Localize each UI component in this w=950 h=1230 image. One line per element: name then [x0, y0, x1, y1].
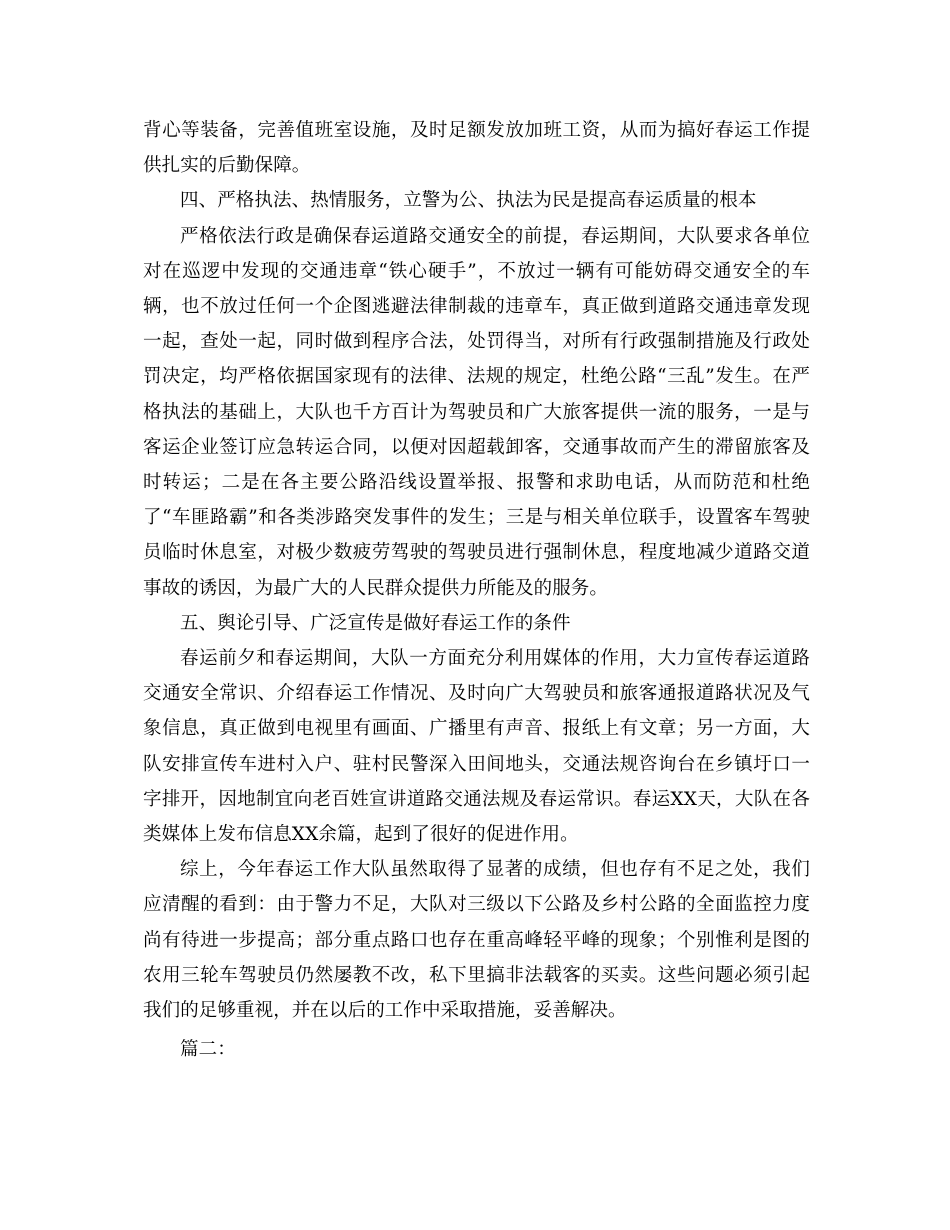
section-heading-5: 五、舆论引导、广泛宣传是做好春运工作的条件 — [180, 612, 571, 634]
part-two-heading: 篇二： — [180, 1039, 236, 1061]
paragraph-publicity: 春运前夕和春运期间，大队一方面充分利用媒体的作用，大力宣传春运道路交通安全常识、介绍春运工作情况、及时向广大驾驶员和旅客通报道路状况及气象信息，真正做到电视里有画面、广播里有声音、报纸上有文章；另一方面，大队安排宣传车进村入户、驻村民警深入田间地头，交通法规咨询台在乡镇圩口一字排开，因地制宜向老百姓宣讲道路交通法规及春运常识。春运XX天，大队在各类媒体上发布信息XX余篇，起到了很好的促进作用。 — [143, 648, 810, 846]
document-body — [143, 113, 810, 1067]
paragraph-summary: 综上，今年春运工作大队虽然取得了显著的成绩，但也存有不足之处，我们应清醒的看到：由于警力不足，大队对三级以下公路及乡村公路的全面监控力度尚有待进一步提高；部分重点路口也存在重高峰轻平峰的现象；个别惟利是图的农用三轮车驾驶员仍然屡教不改，私下里搞非法载客的买卖。这些问题必须引起我们的足够重视，并在以后的工作中采取措施，妥善解决。 — [143, 859, 810, 1022]
paragraph-continued: 背心等装备，完善值班室设施，及时足额发放加班工资，从而为搞好春运工作提供扎实的后勤保障。 — [143, 120, 810, 177]
section-heading-4: 四、严格执法、热情服务，立警为公、执法为民是提高春运质量的根本 — [180, 190, 757, 212]
paragraph-enforcement: 严格依法行政是确保春运道路交通安全的前提，春运期间，大队要求各单位对在巡逻中发现的交通违章“铁心硬手”，不放过一辆有可能妨碍交通安全的车辆，也不放过任何一个企图逃避法律制裁的违章车，真正做到道路交通违章发现一起，查处一起，同时做到程序合法，处罚得当，对所有行政强制措施及行政处罚决定，均严格依据国家现有的法律、法规的规定，杜绝公路“三乱”发生。在严格执法的基础上，大队也千方百计为驾驶员和广大旅客提供一流的服务，一是与客运企业签订应急转运合同，以便对因超载卸客，交通事故而产生的滞留旅客及时转运；二是在各主要公路沿线设置举报、报警和求助电话，从而防范和杜绝了“车匪路霸”和各类涉路突发事件的发生；三是与相关单位联手，设置客车驾驶员临时休息室，对极少数疲劳驾驶的驾驶员进行强制休息，程度地减少道路交道事故的诱因，为最广大的人民群众提供力所能及的服务。 — [143, 225, 810, 599]
